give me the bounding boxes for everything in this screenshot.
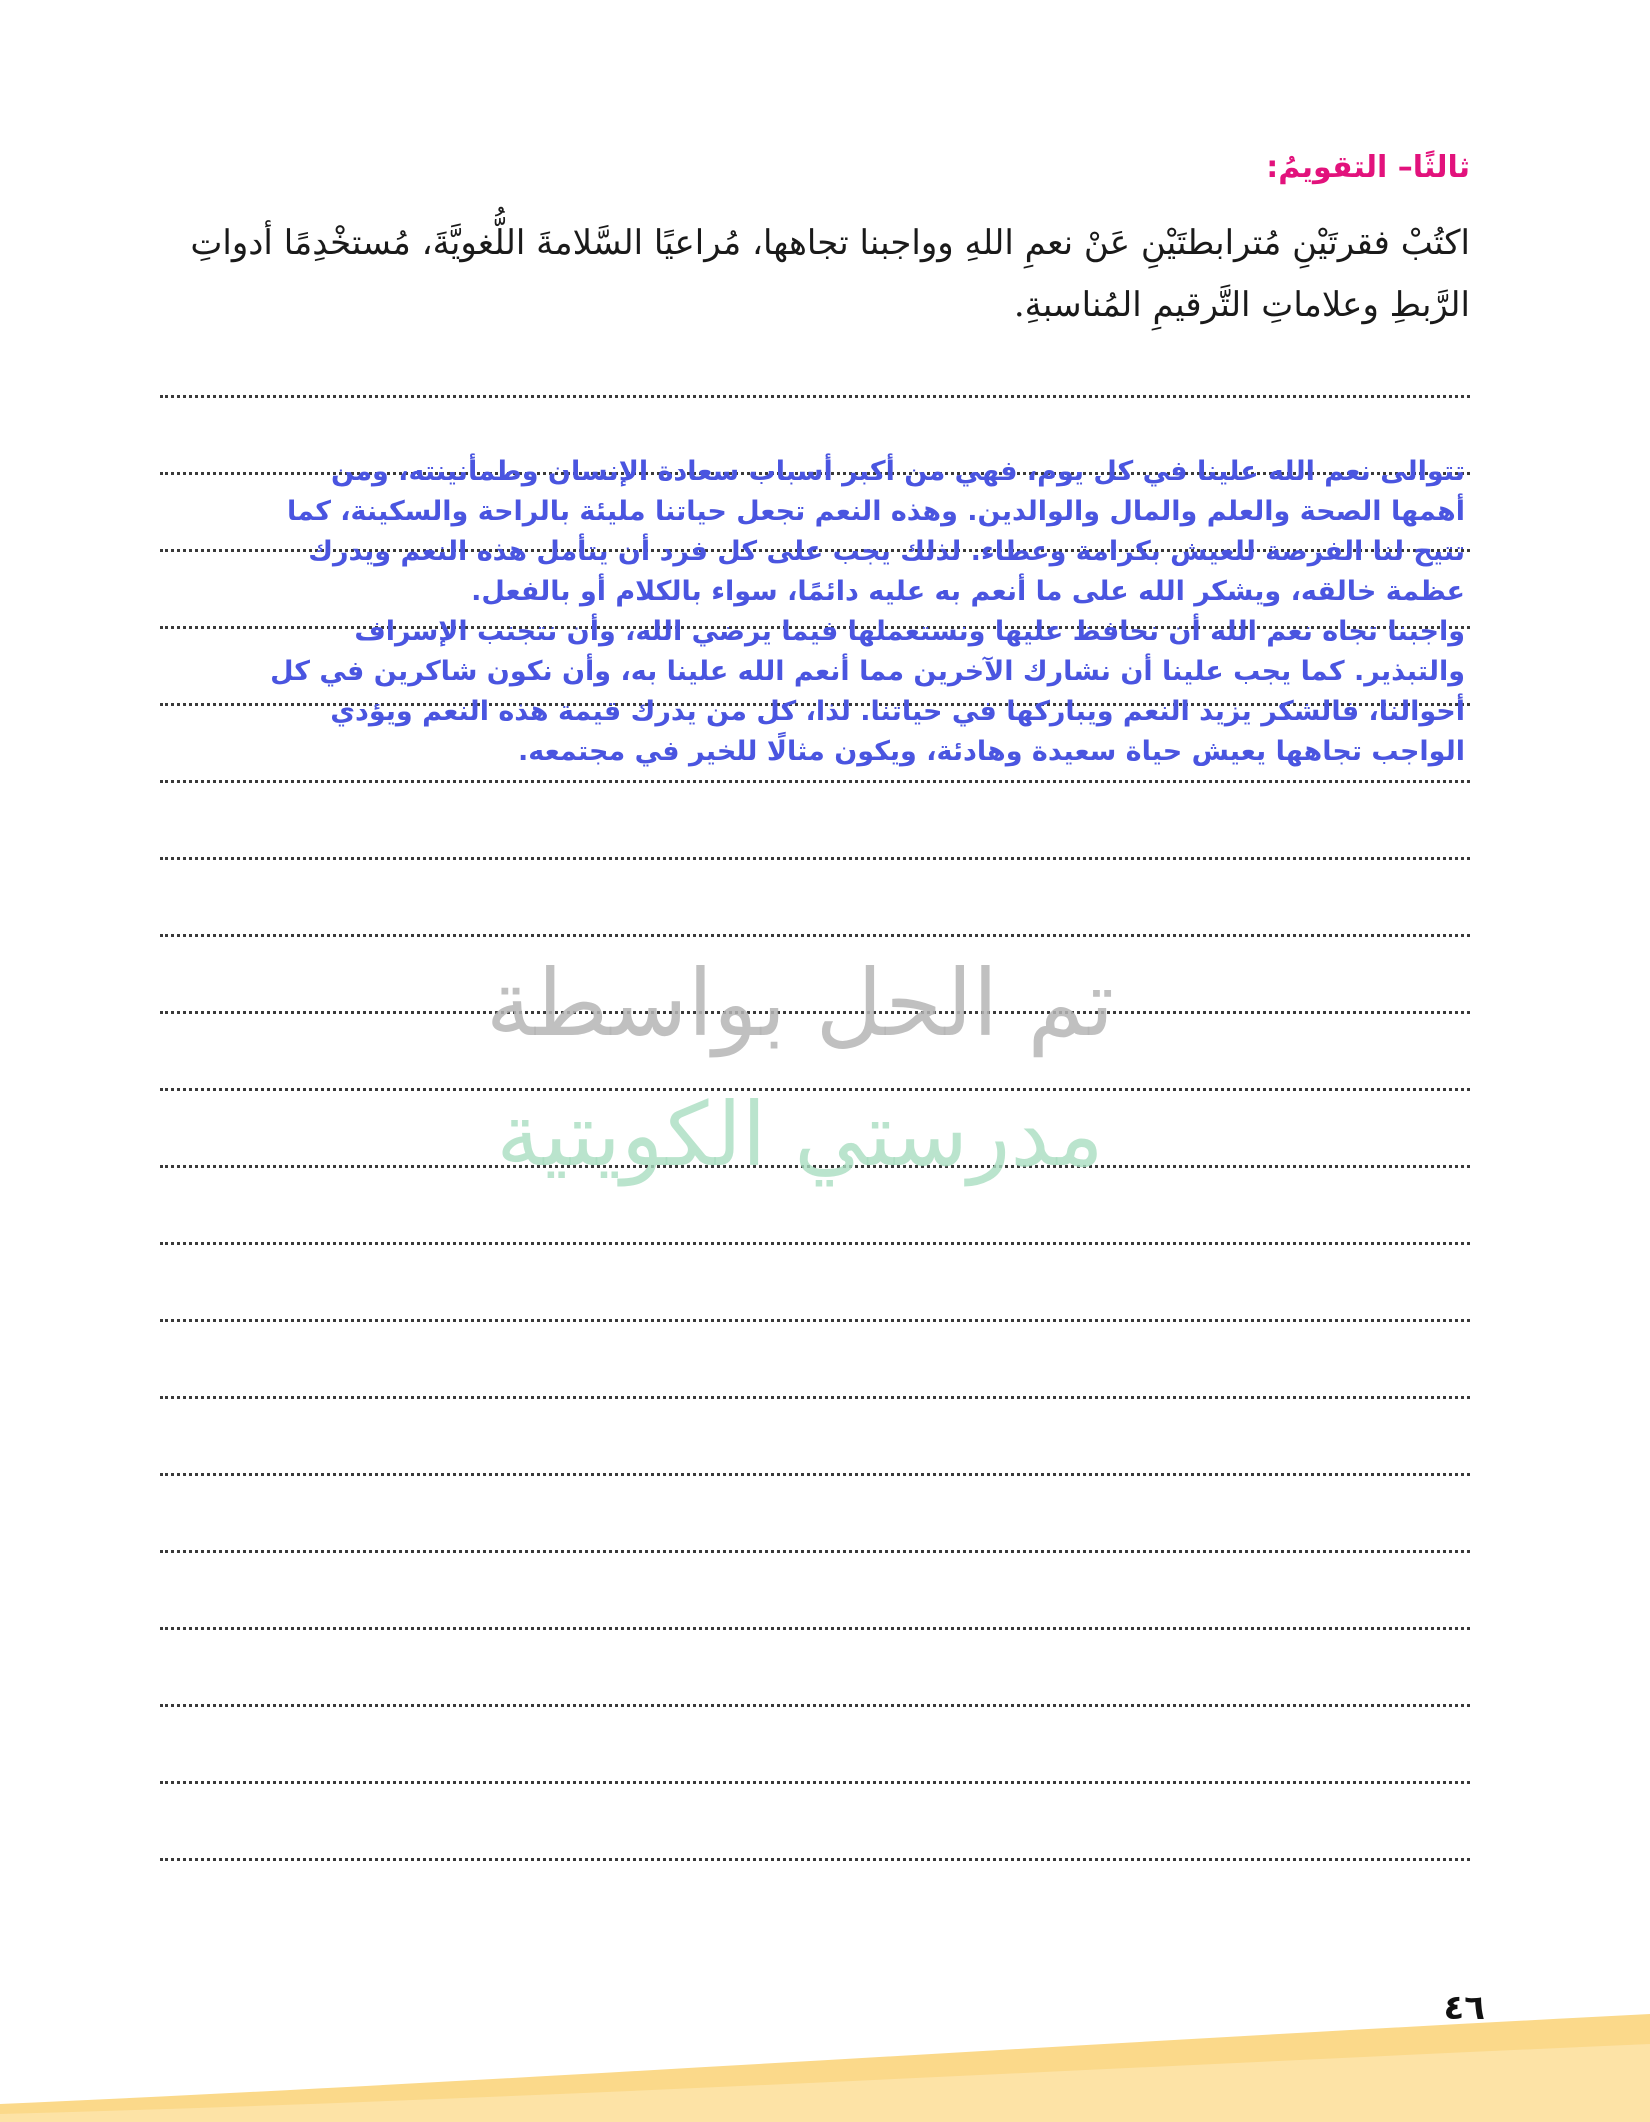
page-number: ٤٦ (1443, 1988, 1485, 2028)
footer-band (0, 1972, 1650, 2122)
watermark-line-2: مدرستي الكويتية (496, 1083, 1104, 1186)
dotted-line (160, 1242, 1470, 1245)
dotted-line (160, 1858, 1470, 1861)
dotted-line (160, 395, 1470, 398)
dotted-line (160, 1319, 1470, 1322)
watermark-stamp (420, 900, 1180, 1230)
answer-paragraph-1: تتوالى نعم الله علينا في كل يوم، فهي من أكبر أسباب سعادة الإنسان وطمأنينته، ومن أهمها الصحة والعلم والمال والوالدين. وهذه النعم تجعل حياتنا مليئة بالراحة والسكينة، كما تتيح لنا الفرصة للعيش بكرامة وعطاء. لذلك يجب على كل فرد أن يتأمل هذه النعم ويدرك عظمة خالقه، ويشكر الله على ما أنعم به عليه دائمًا، سواء بالكلام أو بالفعل. (286, 456, 1465, 607)
watermark-line-1: تم الحل بواسطة (485, 950, 1115, 1057)
dotted-line (160, 780, 1470, 783)
dotted-line (160, 1781, 1470, 1784)
dotted-line (160, 1550, 1470, 1553)
answer-paragraph-2: واجبنا تجاه نعم الله أن نحافظ عليها ونستعملها فيما يرضي الله، وأن نتجنب الإسراف والتبذير. كما يجب علينا أن نشارك الآخرين مما أنعم الله علينا به، وأن نكون شاكرين في كل أحوالنا، فالشكر يزيد النعم ويباركها في حياتنا. لذا، كل من يدرك قيمة هذه النعم ويؤدي الواجب تجاهها يعيش حياة سعيدة وهادئة، ويكون مثالًا للخير في مجتمعه. (270, 616, 1465, 767)
dotted-line (160, 857, 1470, 860)
dotted-line (160, 1396, 1470, 1399)
instruction-text: اكتُبْ فقرتَيْنِ مُترابطتَيْنِ عَنْ نعمِ اللهِ وواجبنا تجاهها، مُراعيًا السَّلامةَ اللُّغويَّةَ، مُستخْدِمًا أدواتِ الرَّبطِ وعلاماتِ التَّرقيمِ المُناسبةِ. (190, 223, 1470, 325)
dotted-line (160, 1473, 1470, 1476)
footer-wave-light (0, 2044, 1650, 2122)
handwritten-answer (255, 452, 1465, 772)
section-heading: ثالثًا– التقويمُ: (1266, 150, 1470, 185)
dotted-line (160, 1704, 1470, 1707)
dotted-line (160, 1627, 1470, 1630)
